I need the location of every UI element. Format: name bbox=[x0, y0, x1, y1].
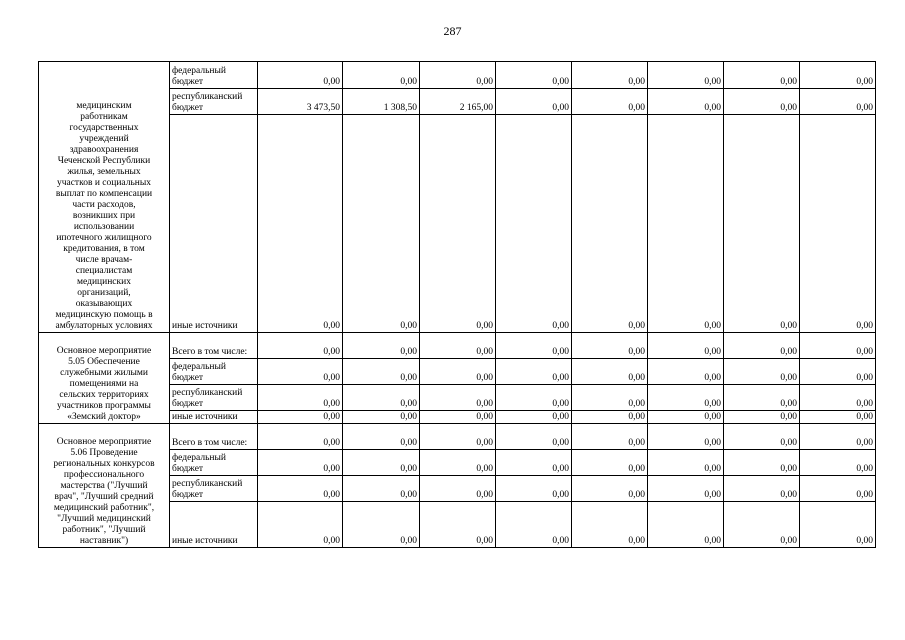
funding-source: федеральный бюджет bbox=[170, 450, 258, 476]
amount-cell: 0,00 bbox=[258, 450, 343, 476]
amount-cell: 0,00 bbox=[648, 115, 724, 333]
amount-cell: 0,00 bbox=[496, 115, 572, 333]
amount-cell: 0,00 bbox=[258, 115, 343, 333]
funding-source: иные источники bbox=[170, 411, 258, 424]
amount-cell: 0,00 bbox=[496, 476, 572, 502]
amount-cell: 0,00 bbox=[572, 115, 648, 333]
amount-cell: 0,00 bbox=[420, 385, 496, 411]
amount-cell: 0,00 bbox=[648, 476, 724, 502]
amount-cell: 0,00 bbox=[724, 359, 800, 385]
funding-source: федеральный бюджет bbox=[170, 359, 258, 385]
amount-cell: 0,00 bbox=[572, 62, 648, 89]
funding-source: федеральный бюджет bbox=[170, 62, 258, 89]
amount-cell: 0,00 bbox=[800, 476, 876, 502]
amount-cell: 0,00 bbox=[496, 450, 572, 476]
funding-source: республиканский бюджет bbox=[170, 476, 258, 502]
amount-cell: 0,00 bbox=[572, 476, 648, 502]
amount-cell: 0,00 bbox=[724, 502, 800, 548]
amount-cell: 0,00 bbox=[343, 62, 420, 89]
activity-description-text: Основное мероприятие 5.05 Обеспечение служебными жилыми помещениями на сельских территориях участников программы «Земский доктор» bbox=[56, 346, 152, 422]
amount-cell: 0,00 bbox=[258, 411, 343, 424]
amount-cell: 0,00 bbox=[258, 359, 343, 385]
amount-cell: 0,00 bbox=[572, 450, 648, 476]
amount-cell: 0,00 bbox=[800, 62, 876, 89]
activity-description bbox=[39, 62, 170, 333]
table-row bbox=[39, 424, 876, 450]
amount-cell: 0,00 bbox=[343, 424, 420, 450]
amount-cell: 0,00 bbox=[496, 502, 572, 548]
amount-cell: 0,00 bbox=[572, 502, 648, 548]
amount-cell: 0,00 bbox=[258, 62, 343, 89]
amount-cell: 0,00 bbox=[420, 450, 496, 476]
amount-cell: 0,00 bbox=[648, 385, 724, 411]
amount-cell: 0,00 bbox=[496, 359, 572, 385]
amount-cell: 0,00 bbox=[496, 385, 572, 411]
amount-cell: 0,00 bbox=[724, 450, 800, 476]
amount-cell: 0,00 bbox=[572, 385, 648, 411]
amount-cell: 0,00 bbox=[648, 333, 724, 359]
funding-source: Всего в том числе: bbox=[170, 333, 258, 359]
amount-cell: 2 165,00 bbox=[420, 89, 496, 115]
amount-cell: 0,00 bbox=[800, 502, 876, 548]
amount-cell: 0,00 bbox=[572, 333, 648, 359]
funding-source: иные источники bbox=[170, 502, 258, 548]
page-number: 287 bbox=[443, 24, 462, 38]
amount-cell: 0,00 bbox=[648, 450, 724, 476]
amount-cell: 0,00 bbox=[343, 333, 420, 359]
amount-cell: 0,00 bbox=[258, 424, 343, 450]
amount-cell: 0,00 bbox=[724, 115, 800, 333]
amount-cell: 0,00 bbox=[800, 424, 876, 450]
amount-cell: 0,00 bbox=[420, 359, 496, 385]
amount-cell: 0,00 bbox=[572, 411, 648, 424]
amount-cell: 0,00 bbox=[572, 424, 648, 450]
activity-description-text: медицинским работникам государственных учреждений здравоохранения Чеченской Республики жилья, земельных участков и социальных выплат по компенсации части расходов, возникших при использовании ипотечного жилищного кредитования, в том числе врачам- специалистам медицинских организаций, оказывающих медицинскую помощь в амбулаторных условиях bbox=[55, 101, 153, 331]
amount-cell: 0,00 bbox=[420, 502, 496, 548]
amount-cell: 0,00 bbox=[800, 115, 876, 333]
amount-cell: 0,00 bbox=[724, 62, 800, 89]
amount-cell: 0,00 bbox=[800, 89, 876, 115]
amount-cell: 0,00 bbox=[496, 411, 572, 424]
budget-table-body bbox=[39, 62, 876, 548]
amount-cell: 0,00 bbox=[800, 411, 876, 424]
amount-cell: 0,00 bbox=[420, 115, 496, 333]
activity-description bbox=[39, 424, 170, 548]
amount-cell: 0,00 bbox=[420, 62, 496, 89]
amount-cell: 0,00 bbox=[648, 411, 724, 424]
amount-cell: 0,00 bbox=[258, 476, 343, 502]
table-row bbox=[39, 333, 876, 359]
funding-source: иные источники bbox=[170, 115, 258, 333]
activity-description bbox=[39, 333, 170, 424]
amount-cell: 0,00 bbox=[724, 333, 800, 359]
amount-cell: 0,00 bbox=[420, 476, 496, 502]
amount-cell: 0,00 bbox=[572, 359, 648, 385]
amount-cell: 0,00 bbox=[496, 62, 572, 89]
amount-cell: 0,00 bbox=[648, 62, 724, 89]
amount-cell: 0,00 bbox=[258, 502, 343, 548]
amount-cell: 0,00 bbox=[343, 450, 420, 476]
amount-cell: 3 473,50 bbox=[258, 89, 343, 115]
funding-source: Всего в том числе: bbox=[170, 424, 258, 450]
amount-cell: 0,00 bbox=[420, 411, 496, 424]
amount-cell: 0,00 bbox=[420, 424, 496, 450]
amount-cell: 0,00 bbox=[800, 385, 876, 411]
budget-table bbox=[38, 61, 876, 548]
amount-cell: 0,00 bbox=[800, 333, 876, 359]
amount-cell: 0,00 bbox=[648, 89, 724, 115]
amount-cell: 0,00 bbox=[258, 333, 343, 359]
amount-cell: 0,00 bbox=[496, 424, 572, 450]
amount-cell: 0,00 bbox=[724, 476, 800, 502]
amount-cell: 0,00 bbox=[648, 424, 724, 450]
amount-cell: 0,00 bbox=[343, 359, 420, 385]
amount-cell: 0,00 bbox=[724, 424, 800, 450]
amount-cell: 0,00 bbox=[800, 359, 876, 385]
amount-cell: 1 308,50 bbox=[343, 89, 420, 115]
amount-cell: 0,00 bbox=[343, 476, 420, 502]
table-row bbox=[39, 62, 876, 89]
amount-cell: 0,00 bbox=[343, 115, 420, 333]
amount-cell: 0,00 bbox=[496, 89, 572, 115]
amount-cell: 0,00 bbox=[420, 333, 496, 359]
funding-source: республиканский бюджет bbox=[170, 89, 258, 115]
amount-cell: 0,00 bbox=[724, 89, 800, 115]
amount-cell: 0,00 bbox=[343, 411, 420, 424]
amount-cell: 0,00 bbox=[724, 411, 800, 424]
amount-cell: 0,00 bbox=[343, 502, 420, 548]
amount-cell: 0,00 bbox=[258, 385, 343, 411]
amount-cell: 0,00 bbox=[648, 502, 724, 548]
amount-cell: 0,00 bbox=[724, 385, 800, 411]
amount-cell: 0,00 bbox=[648, 359, 724, 385]
activity-description-text: Основное мероприятие 5.06 Проведение региональных конкурсов профессионального мастерства ("Лучший врач", "Лучший средний медицинский работник", "Лучший медицинский работник", "Лучший наставник") bbox=[53, 437, 155, 546]
amount-cell: 0,00 bbox=[572, 89, 648, 115]
funding-source: республиканский бюджет bbox=[170, 385, 258, 411]
amount-cell: 0,00 bbox=[800, 450, 876, 476]
amount-cell: 0,00 bbox=[496, 333, 572, 359]
amount-cell: 0,00 bbox=[343, 385, 420, 411]
